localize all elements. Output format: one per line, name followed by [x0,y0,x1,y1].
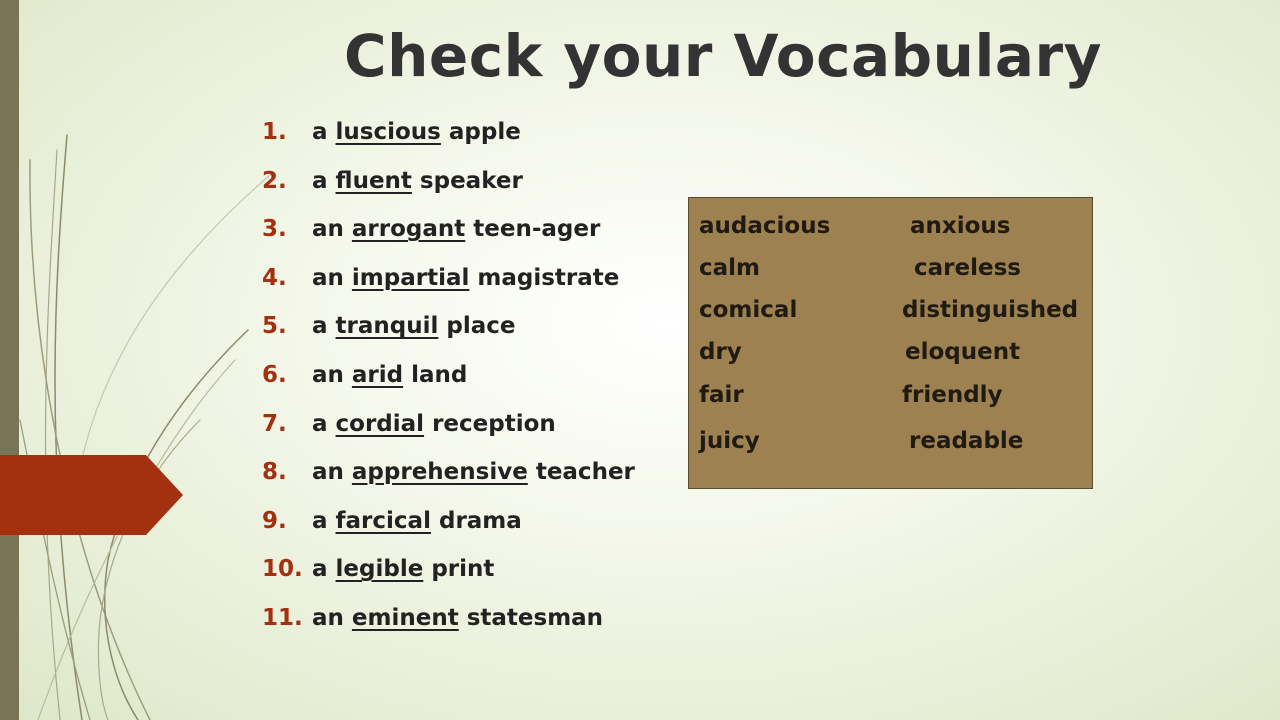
word-bank-box [688,197,1093,489]
word-bank-right-word: careless [914,255,1021,281]
list-item [262,362,635,411]
list-item [262,459,635,508]
item-article: an [312,264,352,291]
item-number: 2. [262,167,287,194]
item-number: 3. [262,216,287,243]
item-number: 4. [262,264,287,291]
word-bank-right-word: eloquent [905,339,1021,365]
item-article: a [312,410,336,437]
item-article: an [312,604,352,631]
item-article: a [312,167,336,194]
item-number: 8. [262,459,287,486]
item-article: a [312,313,336,340]
item-noun: land [403,361,468,388]
list-item [262,216,635,265]
accent-arrow-shape [0,455,183,535]
word-bank-left-word: dry [699,339,742,365]
list-item [262,556,635,605]
slide-title: Check your Vocabulary [344,22,1102,90]
item-vocab-word: eminent [351,604,459,631]
item-vocab-word: legible [335,556,424,583]
word-bank-left-word: juicy [699,428,760,454]
word-bank-right-word: distinguished [902,297,1079,323]
item-noun: statesman [458,604,604,631]
item-number: 10. [262,556,303,583]
list-item [262,265,635,314]
item-article: an [312,361,352,388]
item-article: an [312,216,352,243]
item-vocab-word: apprehensive [351,459,528,486]
word-bank-right-word: anxious [910,213,1011,239]
word-bank-right-word: readable [909,428,1024,454]
word-bank-left-word: calm [699,255,761,281]
item-noun: drama [430,507,522,534]
word-bank-left-word: comical [699,297,798,323]
item-noun: speaker [411,167,523,194]
vocabulary-list [262,119,635,654]
item-noun: apple [440,119,521,145]
item-vocab-word: impartial [351,264,470,291]
list-item [262,313,635,362]
item-noun: teen-ager [465,216,601,243]
item-number: 9. [262,507,287,534]
list-item [262,119,635,168]
item-number: 6. [262,361,287,388]
word-bank-right-word: friendly [902,382,1003,408]
item-number: 7. [262,410,287,437]
word-bank-left-word: fair [699,382,744,408]
item-vocab-word: luscious [335,119,441,145]
item-number: 5. [262,313,287,340]
item-article: a [312,556,336,583]
list-item [262,411,635,460]
item-vocab-word: cordial [335,410,425,437]
item-vocab-word: tranquil [335,313,439,340]
item-article: a [312,507,336,534]
item-noun: print [423,556,495,583]
item-noun: teacher [527,459,635,486]
item-article: a [312,119,336,145]
item-number: 11. [262,604,303,631]
list-item [262,508,635,557]
item-noun: magistrate [469,264,620,291]
word-bank-left-word: audacious [699,213,831,239]
item-vocab-word: arid [351,361,404,388]
item-vocab-word: arrogant [351,216,466,243]
item-noun: reception [424,410,556,437]
item-article: an [312,459,352,486]
item-noun: place [438,313,516,340]
item-vocab-word: fluent [335,167,412,194]
list-item [262,605,635,654]
item-vocab-word: farcical [335,507,431,534]
list-item [262,168,635,217]
item-number: 1. [262,119,287,145]
